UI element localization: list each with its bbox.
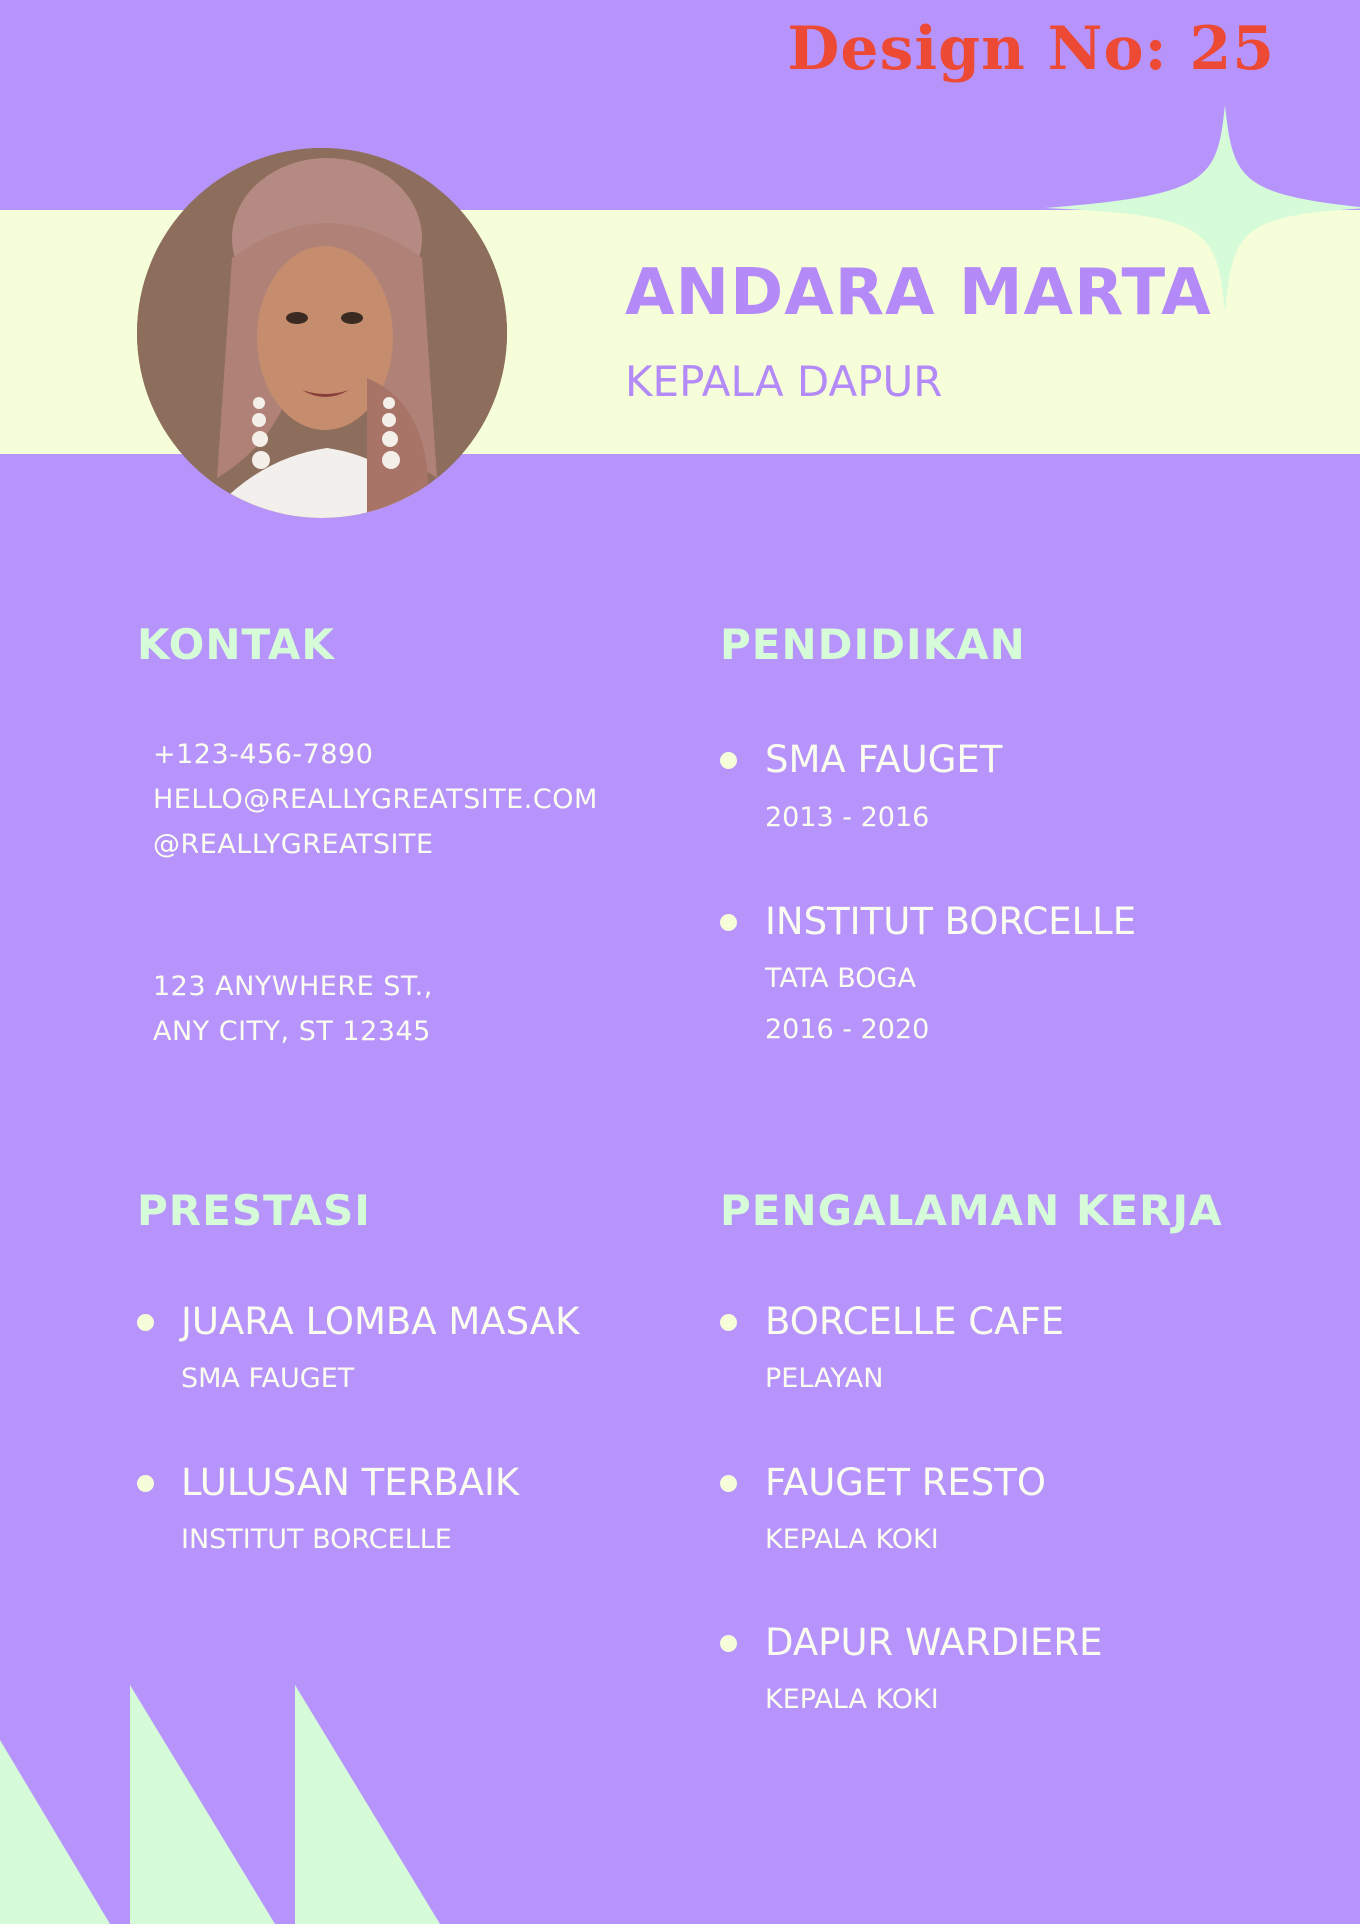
profile-role: KEPALA DAPUR xyxy=(625,357,943,406)
contact-details xyxy=(153,732,598,867)
experience-item-sub: KEPALA KOKI xyxy=(765,1684,939,1715)
achievement-item-title: LULUSAN TERBAIK xyxy=(181,1461,520,1504)
experience-heading: PENGALAMAN KERJA xyxy=(720,1186,1223,1235)
bullet-icon xyxy=(720,914,737,931)
bullet-icon xyxy=(137,1314,154,1331)
experience-item-sub: PELAYAN xyxy=(765,1363,884,1394)
education-item-years: 2016 - 2020 xyxy=(765,1014,930,1045)
experience-item-title: DAPUR WARDIERE xyxy=(765,1621,1103,1664)
profile-name: ANDARA MARTA xyxy=(625,256,1212,330)
experience-item-title: FAUGET RESTO xyxy=(765,1461,1046,1504)
profile-photo xyxy=(137,148,507,518)
education-item-years: 2013 - 2016 xyxy=(765,802,930,833)
decorative-triangles xyxy=(0,1680,460,1924)
contact-address xyxy=(153,964,433,1054)
address-line-1: 123 ANYWHERE ST., xyxy=(153,971,433,1002)
contact-phone: +123-456-7890 xyxy=(153,739,374,770)
bullet-icon xyxy=(137,1475,154,1492)
contact-social: @REALLYGREATSITE xyxy=(153,829,434,860)
design-number-label: Design No: 25 xyxy=(787,14,1275,84)
education-item-title: SMA FAUGET xyxy=(765,738,1003,781)
bullet-icon xyxy=(720,1635,737,1652)
bullet-icon xyxy=(720,752,737,769)
portrait-image xyxy=(137,148,507,518)
achievement-item-sub: INSTITUT BORCELLE xyxy=(181,1524,452,1555)
education-item-title: INSTITUT BORCELLE xyxy=(765,900,1137,943)
experience-item-title: BORCELLE CAFE xyxy=(765,1300,1065,1343)
achievements-heading: PRESTASI xyxy=(137,1186,371,1235)
education-item-major: TATA BOGA xyxy=(765,963,916,994)
contact-heading: KONTAK xyxy=(137,620,335,669)
education-heading: PENDIDIKAN xyxy=(720,620,1026,669)
address-line-2: ANY CITY, ST 12345 xyxy=(153,1016,431,1047)
achievement-item-title: JUARA LOMBA MASAK xyxy=(181,1300,580,1343)
achievement-item-sub: SMA FAUGET xyxy=(181,1363,355,1394)
experience-item-sub: KEPALA KOKI xyxy=(765,1524,939,1555)
bullet-icon xyxy=(720,1475,737,1492)
contact-email: HELLO@REALLYGREATSITE.COM xyxy=(153,784,598,815)
bullet-icon xyxy=(720,1314,737,1331)
